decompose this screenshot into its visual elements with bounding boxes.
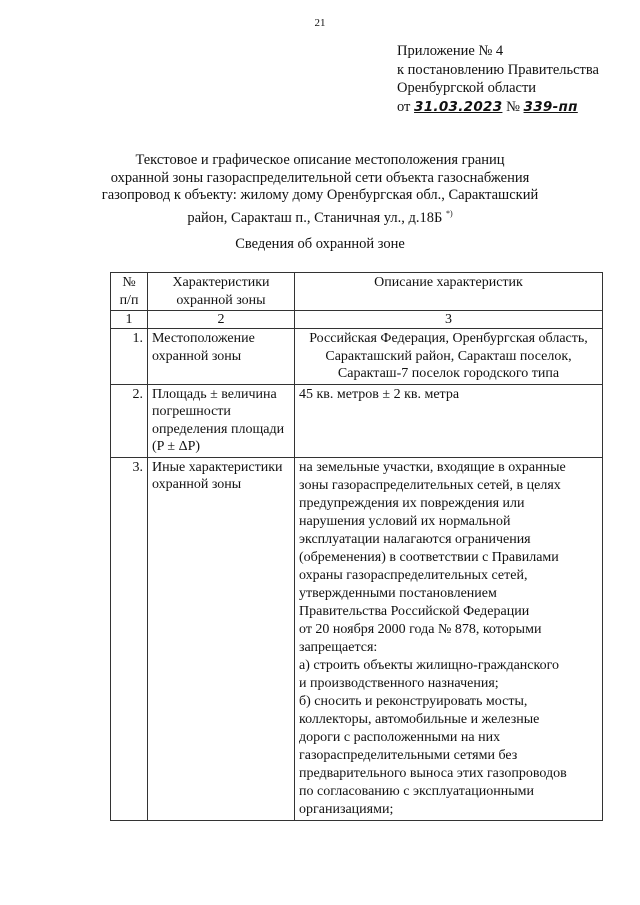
description-line: по согласованию с эксплуатационными (299, 783, 534, 799)
table-row (111, 329, 603, 385)
header-characteristics: Характеристики охранной зоны (148, 273, 295, 311)
description-line: коллекторы, автомобильные и железные (299, 711, 540, 727)
row-characteristic: Местоположение охранной зоны (148, 329, 295, 385)
table-row (111, 457, 603, 820)
annex-number-prefix: № (506, 98, 520, 115)
description-line: утвержденными постановлением (299, 585, 497, 601)
description-line: нарушения условий их нормальной (299, 513, 511, 529)
description-line: предварительного выноса этих газопроводов (299, 765, 567, 781)
description-line: б) сносить и реконструировать мосты, (299, 693, 528, 709)
description-line: охраны газораспределительных сетей, (299, 567, 528, 583)
row-number: 2. (111, 384, 148, 457)
row-description: Российская Федерация, Оренбургская область, Саракташский район, Саракташ поселок, Саракташ-7 поселок городского типа (295, 329, 603, 385)
description-line: и производственного назначения; (299, 675, 499, 691)
annex-region: Оренбургской области (397, 80, 537, 96)
row-characteristic: Площадь ± величина погрешности определения площади (P ± ΔP) (148, 384, 295, 457)
annex-reference: к постановлению Правительства (397, 61, 599, 78)
footnote-mark: *) (445, 208, 453, 218)
table-header-row (111, 273, 603, 311)
title-line-4 (80, 205, 560, 227)
annex-header (397, 42, 599, 116)
description-line: организациями; (299, 801, 394, 817)
description-line: от 20 ноября 2000 года № 878, которыми (299, 621, 542, 637)
title-line-2: охранной зоны газораспределительной сети объекта газоснабжения (110, 169, 530, 186)
description-line: а) строить объекты жилищно-гражданского (299, 657, 559, 673)
description-line: эксплуатации налагаются ограничения (299, 531, 531, 547)
header-number: № п/п (111, 273, 148, 311)
annex-date-line (397, 98, 599, 117)
annex-date-prefix: от (397, 98, 411, 115)
description-line: дороги с расположенными на них (299, 729, 501, 745)
section-subtitle: Сведения об охранной зоне (235, 236, 405, 252)
row-number: 3. (111, 457, 148, 820)
title-line-3: газопровод к объекту: жилому дому Оренбургская обл., Саракташский (101, 187, 539, 203)
annex-title: Приложение № 4 (397, 43, 504, 59)
description-line: зоны газораспределительных сетей, в целях (299, 477, 561, 493)
description-line: газораспределительными сетями без (299, 747, 518, 763)
title-line-4-text: район, Саракташ п., Станичная ул., д.18Б (187, 209, 443, 226)
row-description: 45 кв. метров ± 2 кв. метра (295, 384, 603, 457)
column-number-row (111, 311, 603, 329)
row-number: 1. (111, 329, 148, 385)
column-number-1: 1 (111, 311, 148, 329)
column-number-3: 3 (295, 311, 603, 329)
table-row (111, 384, 603, 457)
page-number: 21 (314, 17, 326, 29)
title-line-1: Текстовое и графическое описание местоположения границ (135, 152, 505, 168)
zone-info-table (110, 272, 603, 821)
row-characteristic: Иные характеристики охранной зоны (148, 457, 295, 820)
description-line: предупреждения их повреждения или (299, 495, 525, 511)
header-description: Описание характеристик (295, 273, 603, 311)
description-line: запрещается: (299, 639, 378, 655)
document-title (80, 152, 560, 227)
description-line: (обременения) в соответствии с Правилами (299, 549, 559, 565)
annex-number: 339-пп (523, 98, 578, 115)
column-number-2: 2 (148, 311, 295, 329)
annex-date: 31.03.2023 (414, 98, 503, 115)
description-line: Правительства Российской Федерации (299, 603, 530, 619)
description-line: на земельные участки, входящие в охранные (299, 459, 566, 475)
row-description (295, 457, 603, 820)
